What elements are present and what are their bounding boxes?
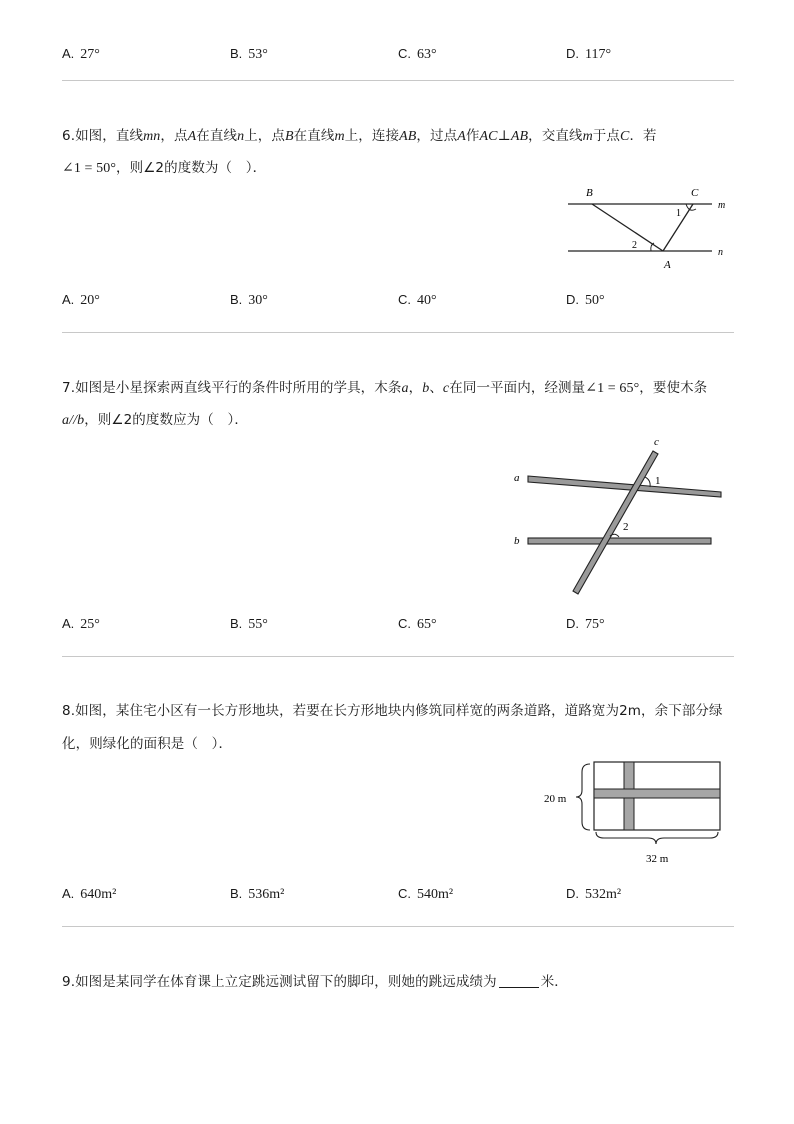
q6-figure xyxy=(560,180,740,275)
height-label: 20 m xyxy=(544,793,567,805)
q7-text-line2: a//b，则∠2的度数应为（ ）． xyxy=(62,412,248,428)
label-angle1: 1 xyxy=(676,208,681,219)
label-angle2: 2 xyxy=(623,521,629,533)
option-a[interactable]: A. 640m² xyxy=(62,886,117,902)
q9-text: 9.如图是某同学在体育课上立定跳远测试留下的脚印，则她的跳远成绩为 米． xyxy=(62,974,568,990)
stick-a xyxy=(528,476,721,497)
q7-text-line1: 7.如图是小星探索两直线平行的条件时所用的学具，木条a，b、c在同一平面内，经测量∠1 = 65°，要使木条 xyxy=(62,380,708,396)
width-label: 32 m xyxy=(646,853,669,865)
label-angle2: 2 xyxy=(632,240,637,251)
option-a[interactable]: A. 20° xyxy=(62,292,100,308)
stick-c xyxy=(573,451,658,594)
option-c[interactable]: C. 540m² xyxy=(398,886,454,902)
label-b: b xyxy=(514,535,520,547)
divider xyxy=(62,926,734,927)
q8-figure xyxy=(540,756,730,868)
answer-blank[interactable] xyxy=(499,975,539,988)
option-b[interactable]: B. 55° xyxy=(230,616,268,632)
option-a[interactable]: A. 27° xyxy=(62,46,100,62)
option-d[interactable]: D. 75° xyxy=(566,616,605,632)
label-n: n xyxy=(718,247,723,258)
label-a: a xyxy=(514,472,520,484)
option-b[interactable]: B. 30° xyxy=(230,292,268,308)
divider xyxy=(62,656,734,657)
option-c[interactable]: C. 40° xyxy=(398,292,437,308)
label-a: A xyxy=(664,259,671,271)
width-brace xyxy=(596,832,718,844)
q7-figure xyxy=(505,432,735,602)
divider xyxy=(62,332,734,333)
label-c: C xyxy=(691,187,699,199)
option-b[interactable]: B. 536m² xyxy=(230,886,285,902)
label-angle1: 1 xyxy=(655,475,661,487)
option-d[interactable]: D. 50° xyxy=(566,292,605,308)
label-m: m xyxy=(718,200,726,211)
q6-text-line2: ∠1 = 50°，则∠2的度数为（ ）． xyxy=(62,160,267,176)
q6-text-line1: 6.如图，直线mn，点A在直线n上，点B在直线m上，连接AB，过点A作AC⊥AB，交直线m于点C．若 xyxy=(62,128,657,144)
height-brace xyxy=(576,764,590,830)
q8-text-line2: 化，则绿化的面积是（ ）． xyxy=(62,736,233,752)
option-d[interactable]: D. 117° xyxy=(566,46,612,62)
q8-text-line1: 8.如图，某住宅小区有一长方形地块，若要在长方形地块内修筑同样宽的两条道路，道路宽为2m，余下部分绿 xyxy=(62,703,723,719)
horizontal-road xyxy=(594,789,720,798)
label-c: c xyxy=(654,436,659,448)
option-a[interactable]: A. 25° xyxy=(62,616,100,632)
option-d[interactable]: D. 532m² xyxy=(566,886,622,902)
option-c[interactable]: C. 63° xyxy=(398,46,437,62)
label-b: B xyxy=(586,187,593,199)
option-b[interactable]: B. 53° xyxy=(230,46,268,62)
stick-b xyxy=(528,538,711,544)
option-c[interactable]: C. 65° xyxy=(398,616,437,632)
divider xyxy=(62,80,734,81)
